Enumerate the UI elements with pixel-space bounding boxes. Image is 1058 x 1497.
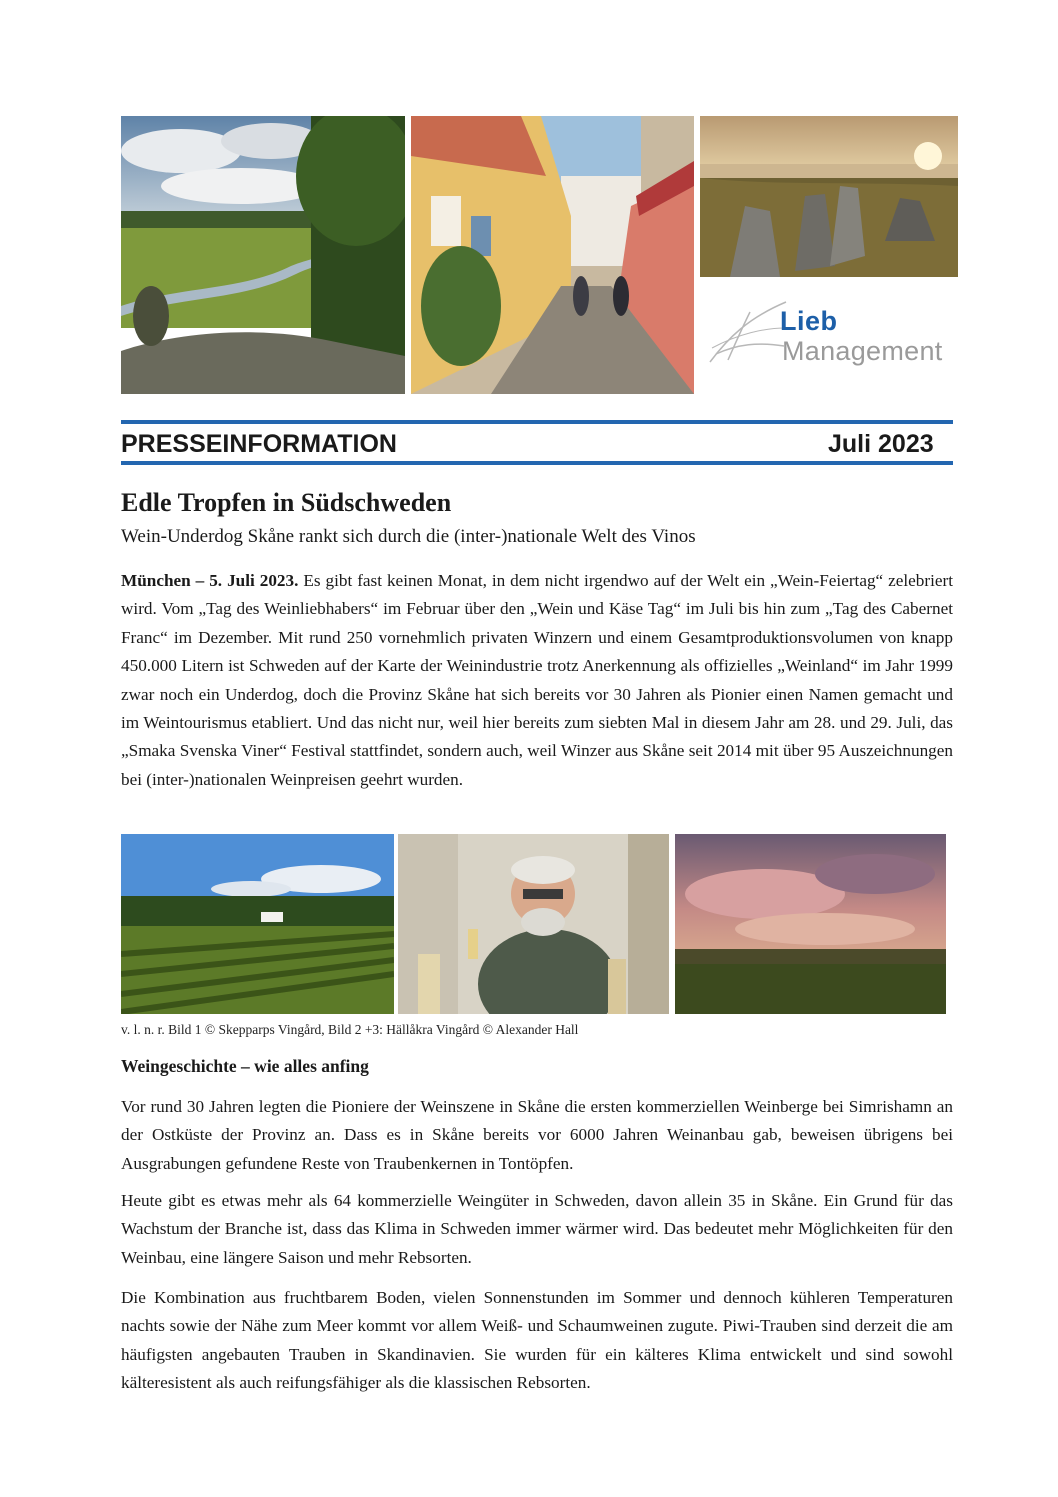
header-rule-bottom <box>121 461 953 465</box>
intro-paragraph <box>121 567 953 794</box>
body-paragraph: Heute gibt es etwas mehr als 64 kommerzielle Weingüter in Schweden, davon allein 35 in Skåne. Ein Grund für das Wachstum der Branche ist, dass das Klima in Schweden immer wärmer wird. Das bedeutet mehr Möglichkeiten für den Weinbau, eine längere Saison und mehr Rebsorten. <box>121 1191 953 1267</box>
body-paragraph: Vor rund 30 Jahren legten die Pioniere der Weinszene in Skåne die ersten kommerziellen Weinberge bei Simrishamn an der Ostküste der Provinz an. Dass es in Skåne bereits vor 6000 Jahren Weinanbau gab, beweisen übrigens bei Ausgrabungen gefundene Reste von Traubenkernen in Tontöpfen. <box>121 1097 953 1173</box>
winemaker-photo <box>398 834 669 1014</box>
article-subtitle: Wein-Underdog Skåne rankt sich durch die (inter-)nationale Welt des Vinos <box>121 526 696 547</box>
dateline: München – 5. Juli 2023. <box>121 571 299 590</box>
article-title: Edle Tropfen in Südschweden <box>121 488 452 517</box>
logo-text-lieb: Lieb <box>780 306 838 336</box>
header-rule-top <box>121 420 953 424</box>
section-heading: Weingeschichte – wie alles anfing <box>121 1056 369 1076</box>
lieb-management-logo <box>700 284 958 394</box>
logo-swoosh-icon <box>708 298 788 364</box>
body-paragraph: Die Kombination aus fruchtbarem Boden, vielen Sonnenstunden im Sommer und dennoch kühleren Temperaturen nachts sowie der Nähe zum Meer kommt vor allem Weiß- und Schaumweinen zugute. Piwi-Trauben sind derzeit die am häufigsten angebauten Trauben in Skandinavien. Sie wurden für ein kälteres Klima entwickelt und sind sowohl kälteresistent als auch reifungsfähiger als die klassischen Rebsorten. <box>121 1288 953 1393</box>
vineyard-photo <box>121 834 394 1014</box>
vineyard-sunset-photo <box>675 834 946 1014</box>
header-date: Juli 2023 <box>828 430 934 458</box>
photo-caption: v. l. n. r. Bild 1 © Skepparps Vingård, Bild 2 +3: Hällåkra Vingård © Alexander Hall <box>121 1022 579 1037</box>
intro-text: Es gibt fast keinen Monat, in dem nicht irgendwo auf der Welt ein „Wein-Feiertag“ zelebriert wird. Vom „Tag des Weinliebhabers“ im Februar über den „Wein und Käse Tag“ im Juli bis hin zum „Tag des Cabernet Franc“ im Dezember. Mit rund 250 vornehmlich privaten Winzern und einem Gesamtproduktionsvolumen von knapp 450.000 Litern ist Schweden auf der Karte der Weinindustrie trotz Anerkennung als offizielles „Weinland“ im Jahr 1999 zwar noch ein Underdog, doch die Provinz Skåne hat sich bereits vor 30 Jahren als Pionier einen Namen gemacht und im Weintourismus etabliert. Und das nicht nur, weil hier bereits zum siebten Mal in diesem Jahr am 28. und 29. Juli, das „Smaka Svenska Viner“ Festival stattfindet, sondern auch, weil Winzer aus Skåne seit 2014 mit über 95 Auszeichnungen bei (inter-)nationalen Weinpreisen geehrt wurden. <box>121 571 954 789</box>
logo-text-management: Management <box>782 336 943 366</box>
press-label: PRESSEINFORMATION <box>121 430 397 458</box>
landscape-river-photo <box>121 116 405 394</box>
stones-sunset-photo <box>700 116 958 277</box>
street-cyclists-photo <box>411 116 694 394</box>
